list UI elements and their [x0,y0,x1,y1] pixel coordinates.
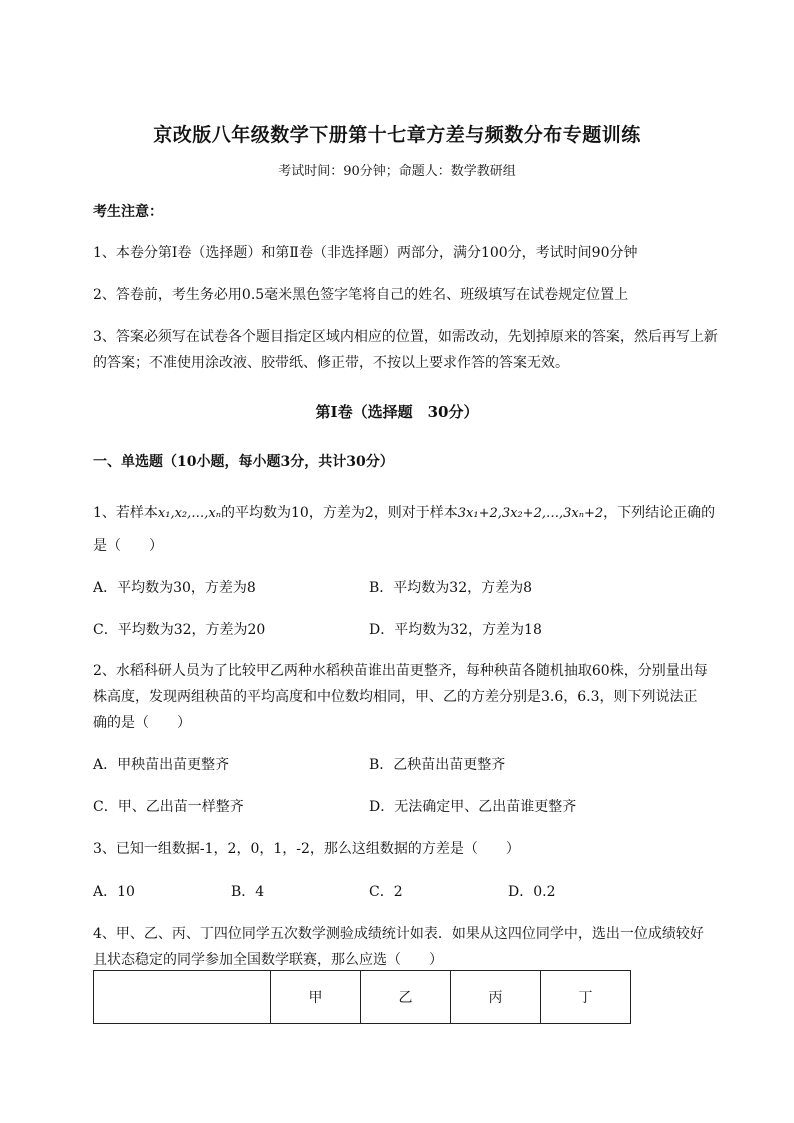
q3-option-c[interactable]: C．2 [369,884,403,900]
q2-option-a[interactable]: A．甲秧苗出苗更整齐 [93,757,230,773]
q1-sample-1: x₁,x₂,…,xₙ [157,506,222,521]
question-1-cont: 是（ ） [93,538,163,554]
question-4-line-1: 4、甲、乙、丙、丁四位同学五次数学测验成绩统计如表．如果从这四位同学中，选出一位成绩较好 [93,926,704,942]
part-heading: 一、单选题（10小题，每小题3分，共计30分） [93,454,394,470]
q1-option-a[interactable]: A．平均数为30，方差为8 [93,580,256,596]
q3-option-d[interactable]: D．0.2 [508,884,556,900]
q1-text-c: ，下列结论正确的 [603,505,716,521]
table-header-cell: 丁 [541,971,631,1024]
question-2-line-2: 株高度，发现两组秧苗的平均高度和中位数均相同，甲、乙的方差分别是3.6，6.3，则下列说法正 [93,689,698,705]
question-1 [93,502,715,522]
q2-option-b[interactable]: B．乙秧苗出苗更整齐 [369,757,506,773]
score-table [93,970,631,1024]
notice-item-3: 3、答案必须写在试卷各个题目指定区域内相应的位置，如需改动，先划掉原来的答案，然后再写上新 [93,329,718,345]
table-header-row [94,971,631,1024]
q1-option-c[interactable]: C．平均数为32，方差为20 [93,622,266,638]
notice-item-2: 2、答卷前，考生务必用0.5毫米黑色签字笔将自己的姓名、班级填写在试卷规定位置上 [93,287,629,303]
q2-option-d[interactable]: D．无法确定甲、乙出苗谁更整齐 [369,799,577,815]
table-header-cell [94,971,271,1024]
q3-option-b[interactable]: B．4 [231,884,265,900]
question-2-line-3: 确的是（ ） [93,715,191,731]
q1-option-b[interactable]: B．平均数为32，方差为8 [369,580,533,596]
q2-option-c[interactable]: C．甲、乙出苗一样整齐 [93,799,244,815]
table-header-cell: 乙 [361,971,451,1024]
table-header-cell: 甲 [271,971,361,1024]
q1-text-a: 1、若样本 [93,505,158,521]
notice-item-3-cont: 的答案；不准使用涂改液、胶带纸、修正带，不按以上要求作答的答案无效。 [93,355,569,371]
section-title: 第I卷（选择题 30分） [315,403,479,421]
q1-text-b: 的平均数为10，方差为2，则对于样本 [221,505,458,521]
question-4-line-2: 且状态稳定的同学参加全国数学联赛，那么应选（ ） [93,952,443,968]
table-header-cell: 丙 [451,971,541,1024]
notice-item-1: 1、本卷分第I卷（选择题）和第Ⅱ卷（非选择题）两部分，满分100分，考试时间90分钟 [93,245,638,261]
notice-heading: 考生注意： [93,204,163,220]
q1-sample-2: 3x₁+2,3x₂+2,…,3xₙ+2 [457,506,604,521]
question-2-line-1: 2、水稻科研人员为了比较甲乙两种水稻秧苗谁出苗更整齐，每种秧苗各随机抽取60株，分别量出每 [93,663,708,679]
q1-option-d[interactable]: D．平均数为32，方差为18 [369,622,542,638]
question-3: 3、已知一组数据-1，2，0，1，-2，那么这组数据的方差是（ ） [93,841,520,857]
q3-option-a[interactable]: A．10 [93,884,135,900]
page-title: 京改版八年级数学下册第十七章方差与频数分布专题训练 [153,124,641,146]
exam-info: 考试时间：90分钟；命题人：数学教研组 [278,164,516,179]
